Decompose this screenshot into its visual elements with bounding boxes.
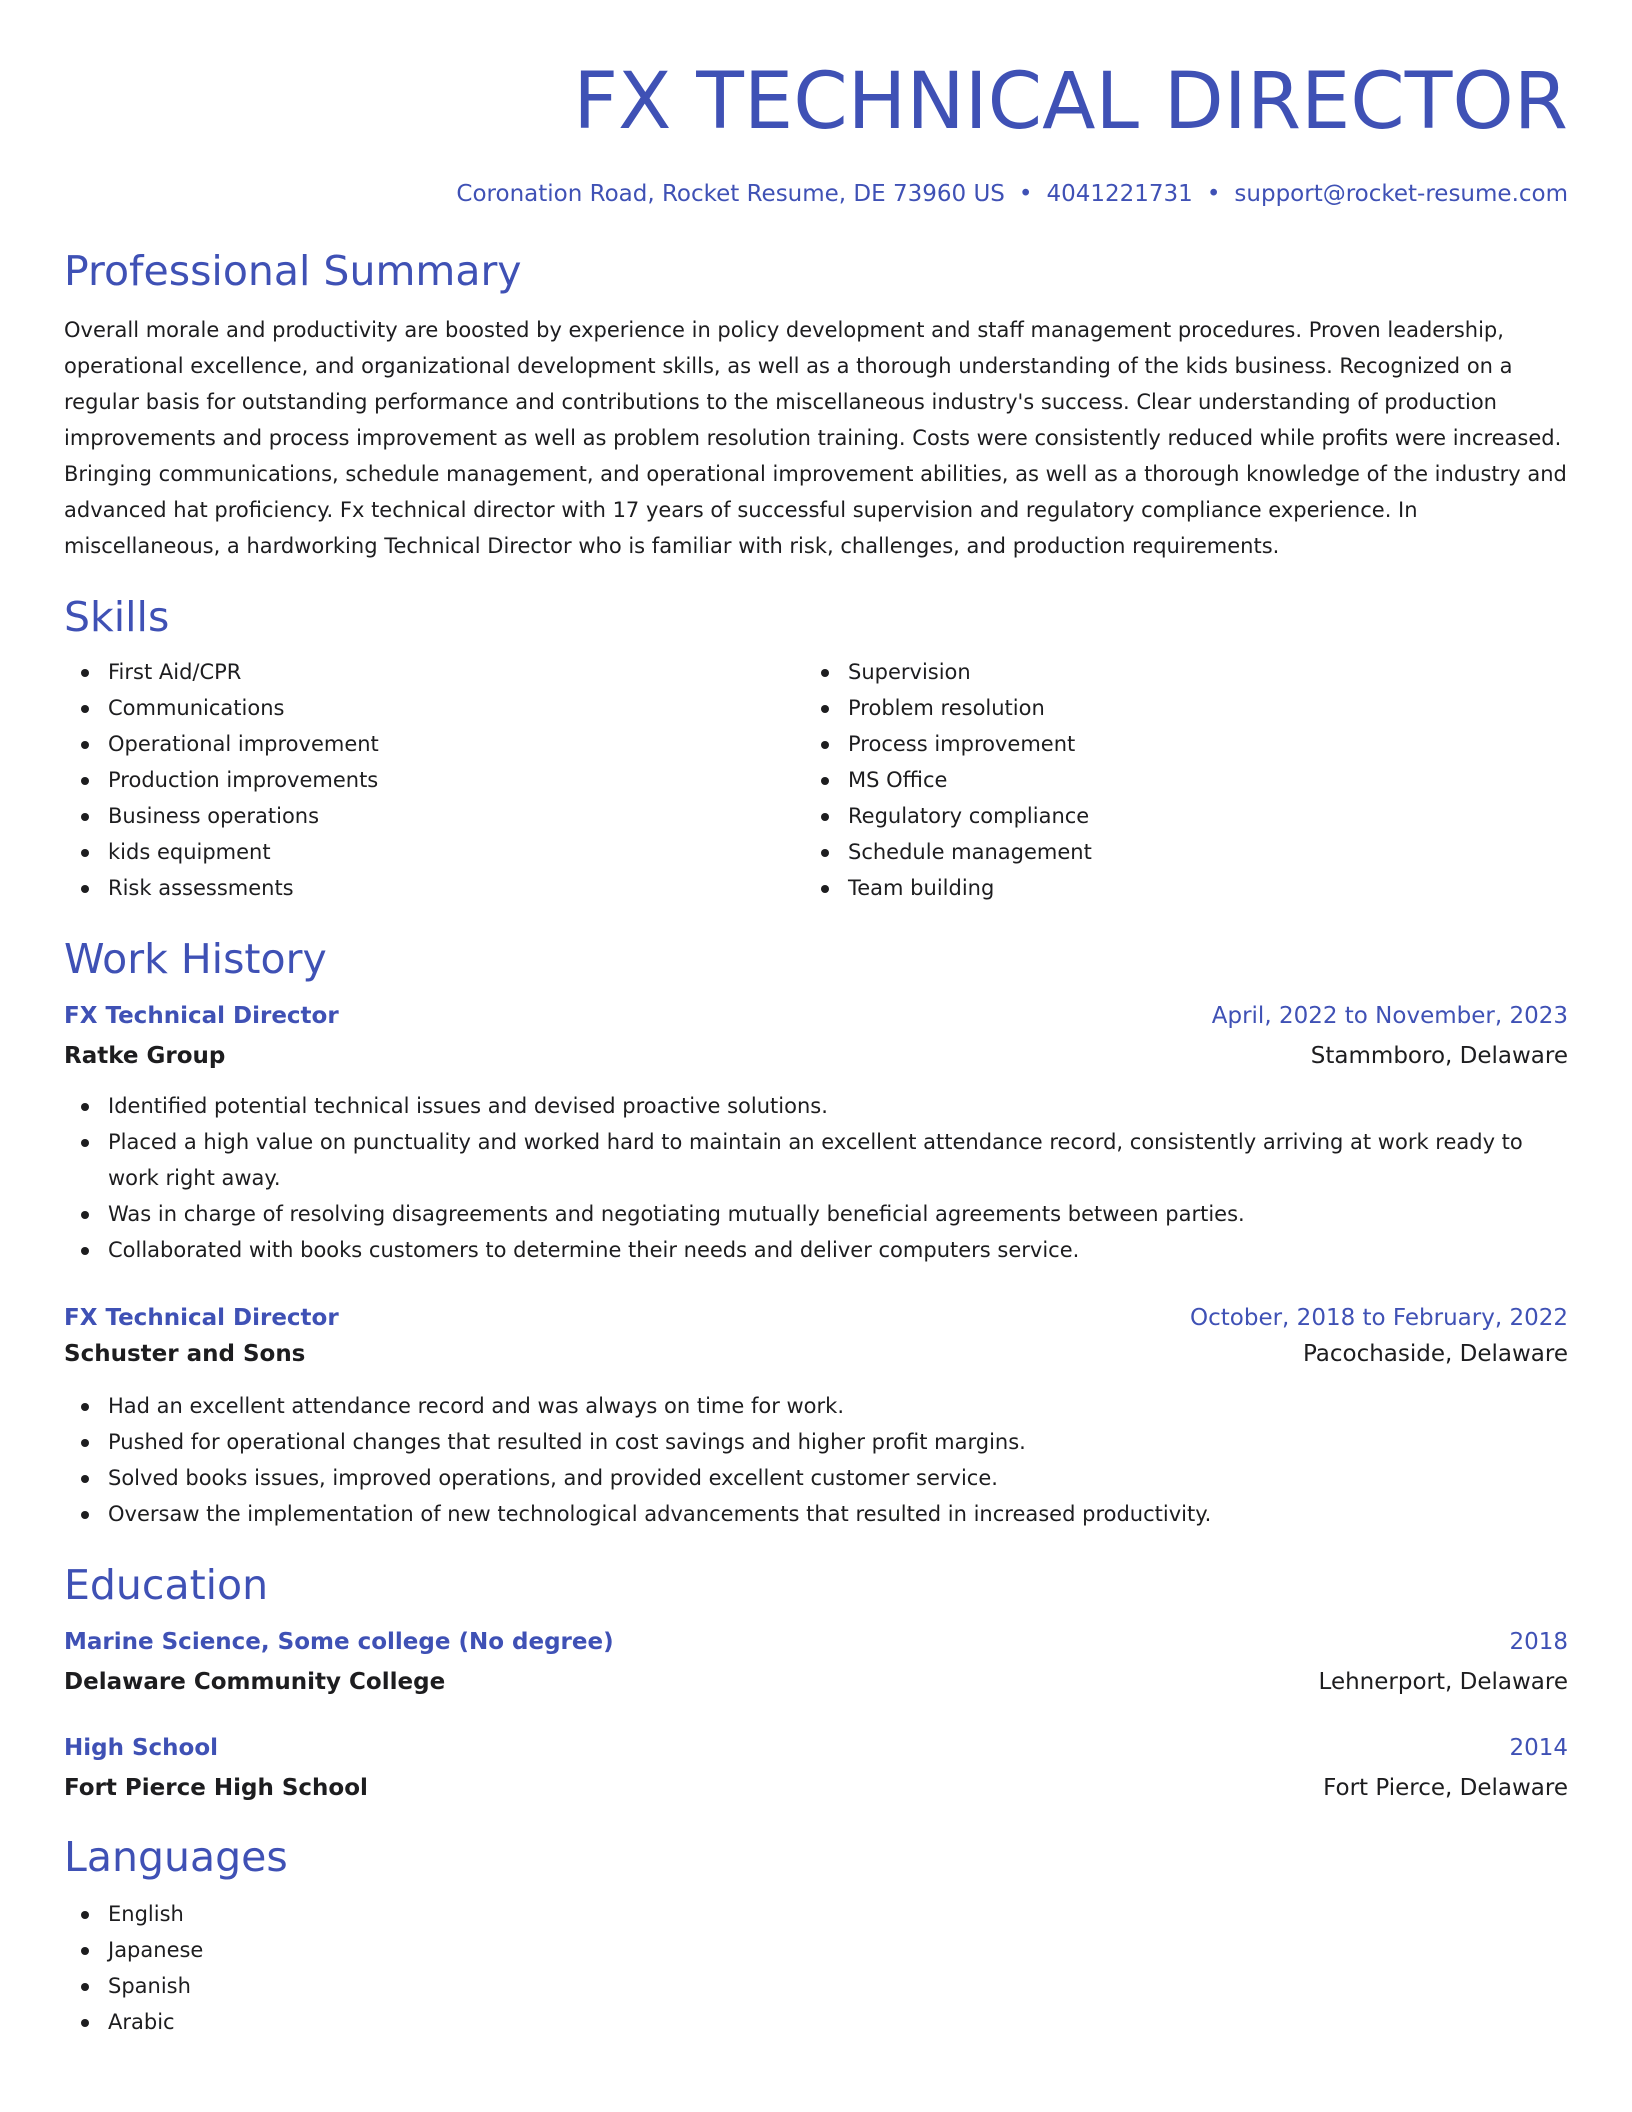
skill-item: Supervision bbox=[804, 654, 1568, 690]
job-bullet: Pushed for operational changes that resulted in cost savings and higher profit margins. bbox=[64, 1424, 1568, 1460]
job-bullets bbox=[64, 1388, 1568, 1532]
job-bullet: Was in charge of resolving disagreements and negotiating mutually beneficial agreements between parties. bbox=[64, 1196, 1568, 1232]
job-company-row bbox=[64, 1336, 1568, 1372]
skills-list-right bbox=[804, 654, 1568, 906]
job-location: Pacochaside, Delaware bbox=[1302, 1341, 1568, 1367]
job-dates: April, 2022 to November, 2023 bbox=[1211, 1003, 1568, 1029]
work-section bbox=[64, 932, 1568, 1532]
skills-grid bbox=[64, 654, 1568, 906]
contact-phone: 4041221731 bbox=[1046, 181, 1193, 207]
skill-item: Regulatory compliance bbox=[804, 798, 1568, 834]
section-title-education: Education bbox=[64, 1561, 269, 1609]
education-degree: High School bbox=[64, 1735, 219, 1761]
job-bullet: Placed a high value on punctuality and worked hard to maintain an excellent attendance record, consistently arriving at work ready to work right away. bbox=[64, 1124, 1568, 1196]
job-role: FX Technical Director bbox=[64, 1003, 339, 1029]
languages-section bbox=[64, 1830, 1568, 2040]
job-bullets bbox=[64, 1088, 1568, 1268]
education-school-row bbox=[64, 1664, 1568, 1700]
contact-separator: • bbox=[1206, 181, 1221, 207]
education-location: Fort Pierce, Delaware bbox=[1323, 1775, 1568, 1801]
skill-item: Operational improvement bbox=[64, 726, 804, 762]
job-dates: October, 2018 to February, 2022 bbox=[1190, 1305, 1568, 1331]
resume-name: FX TECHNICAL DIRECTOR bbox=[573, 57, 1568, 147]
job-header-row bbox=[64, 1300, 1568, 1336]
section-title-languages: Languages bbox=[64, 1833, 288, 1881]
language-item: Arabic bbox=[64, 2004, 1568, 2040]
skill-item: kids equipment bbox=[64, 834, 804, 870]
job-bullet: Solved books issues, improved operations, and provided excellent customer service. bbox=[64, 1460, 1568, 1496]
contact-email[interactable]: support@rocket-resume.com bbox=[1234, 181, 1568, 207]
education-entry bbox=[64, 1624, 1568, 1700]
language-item: Japanese bbox=[64, 1932, 1568, 1968]
education-entry bbox=[64, 1730, 1568, 1806]
skill-item: Process improvement bbox=[804, 726, 1568, 762]
education-year: 2014 bbox=[1509, 1735, 1568, 1761]
section-title-skills: Skills bbox=[64, 593, 170, 641]
skill-item: Communications bbox=[64, 690, 804, 726]
languages-list bbox=[64, 1896, 1568, 2040]
job-company: Schuster and Sons bbox=[64, 1341, 306, 1367]
skills-list-left bbox=[64, 654, 804, 906]
job-location: Stammboro, Delaware bbox=[1310, 1043, 1568, 1069]
job-bullet: Oversaw the implementation of new technological advancements that resulted in increased productivity. bbox=[64, 1496, 1568, 1532]
job-header-row bbox=[64, 998, 1568, 1034]
skills-section bbox=[64, 590, 1568, 906]
job-company: Ratke Group bbox=[64, 1043, 226, 1069]
education-school: Delaware Community College bbox=[64, 1669, 446, 1695]
language-item: Spanish bbox=[64, 1968, 1568, 2004]
language-item: English bbox=[64, 1896, 1568, 1932]
contact-line bbox=[64, 176, 1568, 212]
education-year: 2018 bbox=[1509, 1629, 1568, 1655]
education-section bbox=[64, 1558, 1568, 1806]
education-header-row bbox=[64, 1730, 1568, 1766]
skill-item: Production improvements bbox=[64, 762, 804, 798]
education-degree: Marine Science, Some college (No degree) bbox=[64, 1629, 614, 1655]
skill-item: Schedule management bbox=[804, 834, 1568, 870]
summary-text: Overall morale and productivity are boosted by experience in policy development and staff management procedures. Proven leadership, operational excellence, and organizational development skills, as well as a thorough understanding of the kids business. Recognized on a regular basis for outstanding performance and contributions to the miscellaneous industry's success. Clear understanding of production improvements and process improvement as well as problem resolution training. Costs were consistently reduced while profits were increased. Bringing communications, schedule management, and operational improvement abilities, as well as a thorough knowledge of the industry and advanced hat proficiency. Fx technical director with 17 years of successful supervision and regulatory compliance experience. In miscellaneous, a hardworking Technical Director who is familiar with risk, challenges, and production requirements. bbox=[64, 318, 1567, 558]
summary-section bbox=[64, 244, 1568, 564]
job-bullet: Had an excellent attendance record and was always on time for work. bbox=[64, 1388, 1568, 1424]
education-school-row bbox=[64, 1770, 1568, 1806]
job-role: FX Technical Director bbox=[64, 1305, 339, 1331]
skill-item: Business operations bbox=[64, 798, 804, 834]
contact-address: Coronation Road, Rocket Resume, DE 73960 US bbox=[456, 181, 1005, 207]
job-bullet: Identified potential technical issues and devised proactive solutions. bbox=[64, 1088, 1568, 1124]
education-header-row bbox=[64, 1624, 1568, 1660]
job-bullet: Collaborated with books customers to determine their needs and deliver computers service. bbox=[64, 1232, 1568, 1268]
education-location: Lehnerport, Delaware bbox=[1318, 1669, 1568, 1695]
education-school: Fort Pierce High School bbox=[64, 1775, 368, 1801]
skill-item: MS Office bbox=[804, 762, 1568, 798]
contact-separator: • bbox=[1018, 181, 1033, 207]
skill-item: Team building bbox=[804, 870, 1568, 906]
job-entry bbox=[64, 1300, 1568, 1532]
skill-item: First Aid/CPR bbox=[64, 654, 804, 690]
section-title-summary: Professional Summary bbox=[64, 247, 522, 295]
skill-item: Risk assessments bbox=[64, 870, 804, 906]
section-title-work: Work History bbox=[64, 935, 327, 983]
job-entry bbox=[64, 998, 1568, 1268]
skill-item: Problem resolution bbox=[804, 690, 1568, 726]
job-company-row bbox=[64, 1038, 1568, 1074]
